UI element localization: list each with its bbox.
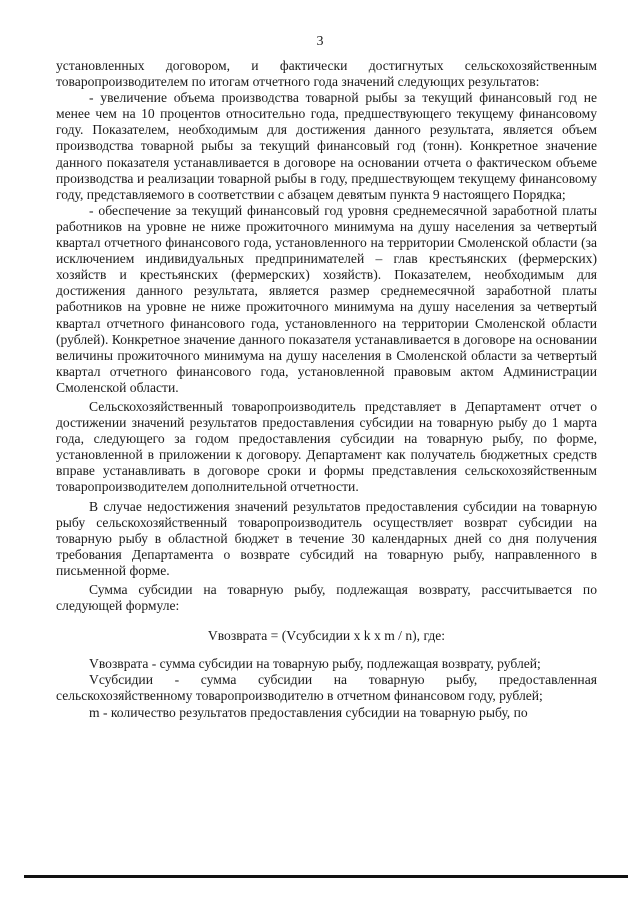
paragraph-refund: В случае недостижения значений результатов предоставления субсидии на товарную рыбу сельскохозяйственный товаропроизводитель осуществляет возврат субсидии на товарную рыбу в областной бюджет в течение 30 календарных дней со дня получения требования Департамента о возврате субсидий на товарную рыбу, направленного в письменной форме. bbox=[56, 498, 597, 578]
paragraph-result-wages: - обеспечение за текущий финансовый год уровня среднемесячной заработной платы работников на уровне не ниже прожиточного минимума на душу населения за четвертый квартал отчетного финансового года, установленного на территории Смоленской области (за исключением индивидуальных предпринимателей – глав крестьянских (фермерских) хозяйств и крестьянских (фермерских) хозяйств). Показателем, необходимым для достижения данного результата, является размер среднемесячной заработной платы работников на уровне не ниже прожиточного минимума на душу населения за четвертый квартал отчетного финансового года, установленного на территории Смоленской области (рублей). Конкретное значение данного показателя устанавливается в договоре на основании величины прожиточного минимума на душу населения в Смоленской области за четвертый квартал отчетного финансового года, установленной правовым актом Администрации Смоленской области. bbox=[56, 202, 597, 395]
bottom-divider bbox=[24, 875, 628, 878]
paragraph-result-fish-volume: - увеличение объема производства товарной рыбы за текущий финансовый год не менее чем на 10 процентов относительно года, предшествующего текущему финансовому году. Показателем, необходимым для достижения данного результата, является объем производства товарной рыбы за текущий финансовый год (тонн). Конкретное значение данного показателя устанавливается в договоре на основании отчета о фактическом объеме производства и реализации товарной рыбы в году, предшествующем текущему финансовому году, представляемого в соответствии с абзацем девятым пункта 9 настоящего Порядка; bbox=[56, 90, 597, 202]
paragraph-continuation: установленных договором, и фактически достигнутых сельскохозяйственным товаропроизводителем по итогам отчетного года значений следующих результатов: bbox=[56, 58, 597, 90]
definition-m: m - количество результатов предоставления субсидии на товарную рыбу, по bbox=[89, 704, 528, 720]
definition-v-refund: Vвозврата - сумма субсидии на товарную рыбу, подлежащая возврату, рублей; bbox=[89, 656, 541, 672]
document-body bbox=[56, 58, 597, 721]
paragraph-report: Сельскохозяйственный товаропроизводитель представляет в Департамент отчет о достижении значений результатов предоставления субсидии на товарную рыбу до 1 марта года, следующего за годом предоставления субсидии на товарную рыбу, по форме, установленной в приложении к договору. Департамент как получатель бюджетных средств вправе устанавливать в договоре сроки и формы представления сельскохозяйственным товаропроизводителем дополнительной отчетности. bbox=[56, 398, 597, 495]
paragraph-formula-intro: Сумма субсидии на товарную рыбу, подлежащая возврату, рассчитывается по следующей формуле: bbox=[56, 582, 597, 614]
page-number: 3 bbox=[316, 34, 324, 49]
definition-v-subsidy: Vсубсидии - сумма субсидии на товарную рыбу, предоставленная сельскохозяйственному товаропроизводителю в отчетном финансовом году, рублей; bbox=[56, 672, 597, 704]
refund-formula: Vвозврата = (Vсубсидии x k x m / n), где: bbox=[207, 628, 446, 644]
